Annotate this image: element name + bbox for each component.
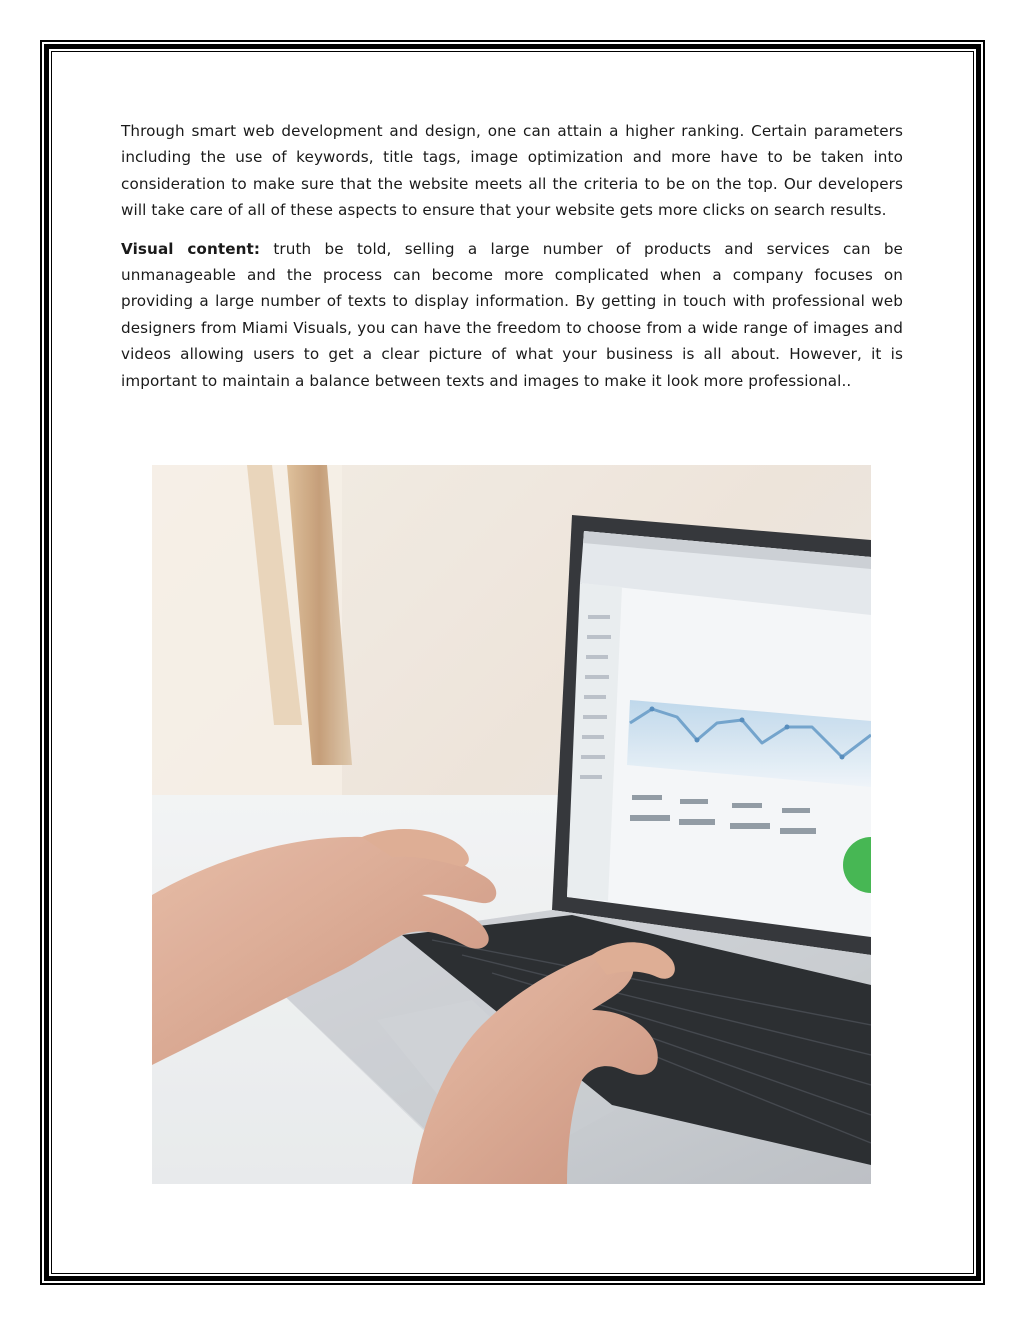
- laptop-analytics-photo: [152, 465, 871, 1184]
- paragraph-visual-content: [121, 236, 903, 394]
- paragraph-web-development: [121, 118, 903, 224]
- document-body: [121, 118, 903, 394]
- paragraph-1-text: Through smart web development and design, one can attain a higher ranking. Certain parameters including the use of keywords, title tags, image optimization and more have to be taken into consideration to make sure that the website meets all the criteria to be on the top. Our developers will take care of all of these aspects to ensure that your website gets more clicks on search results.: [121, 122, 903, 220]
- paragraph-2-text: truth be told, selling a large number of products and services can be unmanageable and the process can become more complicated when a company focuses on providing a large number of texts to display information. By getting in touch with professional web designers from Miami Visuals, you can have the freedom to choose from a wide range of images and videos allowing users to get a clear picture of what your business is all about. However, it is important to maintain a balance between texts and images to make it look more professional..: [121, 239, 904, 390]
- paragraph-2-heading: Visual content:: [121, 239, 261, 258]
